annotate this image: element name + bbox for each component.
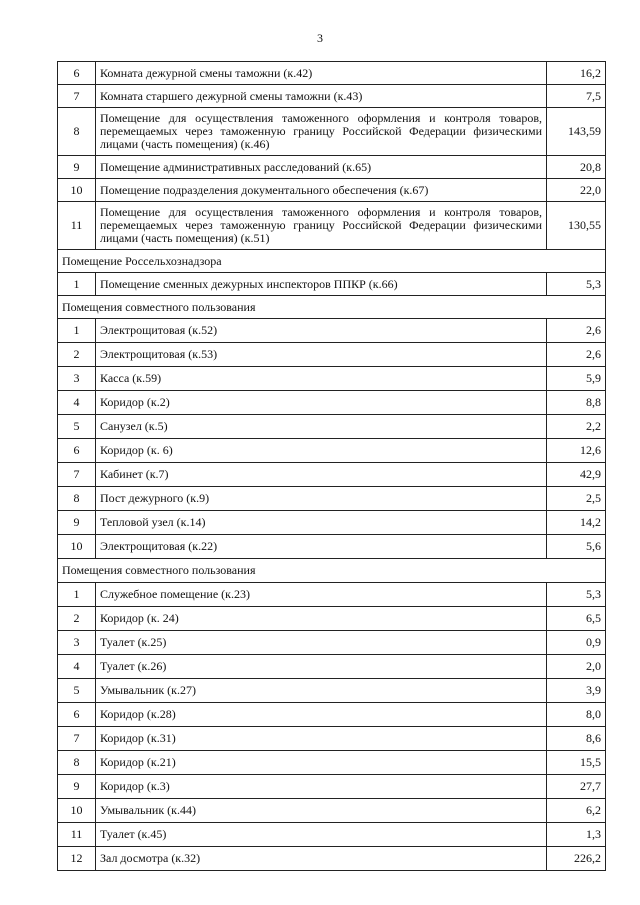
- table-row: [58, 487, 606, 511]
- room-area: 42,9: [547, 463, 606, 487]
- room-name: Комната старшего дежурной смены таможни (к.43): [96, 85, 547, 108]
- row-number: 9: [58, 156, 96, 179]
- room-name: Служебное помещение (к.23): [96, 583, 547, 607]
- room-name: Коридор (к. 6): [96, 439, 547, 463]
- table-row: [58, 391, 606, 415]
- room-area: 3,9: [547, 679, 606, 703]
- table-row: [58, 751, 606, 775]
- room-name: Туалет (к.26): [96, 655, 547, 679]
- table-row: [58, 511, 606, 535]
- table-row: [58, 655, 606, 679]
- room-area: 8,0: [547, 703, 606, 727]
- row-number: 10: [58, 799, 96, 823]
- room-name: Коридор (к.31): [96, 727, 547, 751]
- row-number: 10: [58, 179, 96, 202]
- table-row: [58, 583, 606, 607]
- table-row: [58, 775, 606, 799]
- row-number: 1: [58, 319, 96, 343]
- table-row: [58, 703, 606, 727]
- table-row: [58, 799, 606, 823]
- room-name: Коридор (к.2): [96, 391, 547, 415]
- section-title: Помещения совместного пользования: [58, 296, 606, 319]
- table-row: [58, 85, 606, 108]
- table-row: [58, 415, 606, 439]
- room-name: Касса (к.59): [96, 367, 547, 391]
- row-number: 4: [58, 655, 96, 679]
- table-row: [58, 156, 606, 179]
- room-area: 7,5: [547, 85, 606, 108]
- section-header-row: [58, 250, 606, 273]
- room-name: Туалет (к.25): [96, 631, 547, 655]
- room-name: Тепловой узел (к.14): [96, 511, 547, 535]
- row-number: 5: [58, 679, 96, 703]
- room-area: 226,2: [547, 847, 606, 871]
- row-number: 8: [58, 487, 96, 511]
- page-number: 3: [317, 31, 323, 45]
- room-area: 6,2: [547, 799, 606, 823]
- row-number: 7: [58, 463, 96, 487]
- room-area: 130,55: [547, 202, 606, 250]
- row-number: 9: [58, 511, 96, 535]
- room-area: 5,3: [547, 273, 606, 296]
- room-area: 12,6: [547, 439, 606, 463]
- room-area: 2,2: [547, 415, 606, 439]
- table-row: [58, 179, 606, 202]
- row-number: 4: [58, 391, 96, 415]
- table-row: [58, 679, 606, 703]
- row-number: 5: [58, 415, 96, 439]
- room-name: Умывальник (к.44): [96, 799, 547, 823]
- room-name: Помещение сменных дежурных инспекторов ППКР (к.66): [96, 273, 547, 296]
- room-area: 20,8: [547, 156, 606, 179]
- section-header-row: [58, 559, 606, 583]
- room-name: Электрощитовая (к.52): [96, 319, 547, 343]
- room-name: Комната дежурной смены таможни (к.42): [96, 62, 547, 85]
- row-number: 7: [58, 85, 96, 108]
- table-row: [58, 631, 606, 655]
- table-row: [58, 535, 606, 559]
- row-number: 6: [58, 62, 96, 85]
- room-name: Помещение административных расследований (к.65): [96, 156, 547, 179]
- row-number: 8: [58, 108, 96, 156]
- table-row: [58, 463, 606, 487]
- room-name: Помещение подразделения документального обеспечения (к.67): [96, 179, 547, 202]
- room-area: 6,5: [547, 607, 606, 631]
- row-number: 11: [58, 202, 96, 250]
- row-number: 2: [58, 343, 96, 367]
- room-name: Электрощитовая (к.22): [96, 535, 547, 559]
- room-area: 16,2: [547, 62, 606, 85]
- table-row: [58, 202, 606, 250]
- row-number: 12: [58, 847, 96, 871]
- room-area: 15,5: [547, 751, 606, 775]
- room-area: 2,6: [547, 343, 606, 367]
- room-area: 8,6: [547, 727, 606, 751]
- row-number: 11: [58, 823, 96, 847]
- premises-table-body: [58, 62, 606, 871]
- row-number: 10: [58, 535, 96, 559]
- room-area: 2,6: [547, 319, 606, 343]
- section-header-row: [58, 296, 606, 319]
- room-name: Коридор (к.3): [96, 775, 547, 799]
- table-row: [58, 108, 606, 156]
- row-number: 9: [58, 775, 96, 799]
- room-name: Умывальник (к.27): [96, 679, 547, 703]
- section-title: Помещение Россельхознадзора: [58, 250, 606, 273]
- row-number: 3: [58, 367, 96, 391]
- room-name: Туалет (к.45): [96, 823, 547, 847]
- table-row: [58, 273, 606, 296]
- table-row: [58, 847, 606, 871]
- premises-table: [57, 61, 606, 871]
- room-area: 5,3: [547, 583, 606, 607]
- row-number: 1: [58, 583, 96, 607]
- room-area: 22,0: [547, 179, 606, 202]
- room-area: 5,9: [547, 367, 606, 391]
- table-row: [58, 62, 606, 85]
- row-number: 6: [58, 439, 96, 463]
- table-row: [58, 439, 606, 463]
- room-area: 2,0: [547, 655, 606, 679]
- room-name: Помещение для осуществления таможенного оформления и контроля товаров, перемещаемых через таможенную границу Российской Федерации физическими лицами (часть помещения) (к.51): [96, 202, 547, 250]
- row-number: 6: [58, 703, 96, 727]
- table-row: [58, 319, 606, 343]
- room-area: 14,2: [547, 511, 606, 535]
- row-number: 1: [58, 273, 96, 296]
- room-area: 1,3: [547, 823, 606, 847]
- room-area: 0,9: [547, 631, 606, 655]
- row-number: 2: [58, 607, 96, 631]
- section-title: Помещения совместного пользования: [58, 559, 606, 583]
- table-row: [58, 607, 606, 631]
- room-area: 27,7: [547, 775, 606, 799]
- table-row: [58, 367, 606, 391]
- room-name: Кабинет (к.7): [96, 463, 547, 487]
- room-name: Коридор (к. 24): [96, 607, 547, 631]
- room-area: 2,5: [547, 487, 606, 511]
- room-name: Коридор (к.28): [96, 703, 547, 727]
- table-row: [58, 823, 606, 847]
- row-number: 7: [58, 727, 96, 751]
- row-number: 8: [58, 751, 96, 775]
- table-row: [58, 727, 606, 751]
- room-name: Пост дежурного (к.9): [96, 487, 547, 511]
- room-area: 8,8: [547, 391, 606, 415]
- row-number: 3: [58, 631, 96, 655]
- room-name: Зал досмотра (к.32): [96, 847, 547, 871]
- room-area: 143,59: [547, 108, 606, 156]
- room-area: 5,6: [547, 535, 606, 559]
- table-row: [58, 343, 606, 367]
- room-name: Коридор (к.21): [96, 751, 547, 775]
- room-name: Электрощитовая (к.53): [96, 343, 547, 367]
- room-name: Санузел (к.5): [96, 415, 547, 439]
- room-name: Помещение для осуществления таможенного оформления и контроля товаров, перемещаемых через таможенную границу Российской Федерации физическими лицами (часть помещения) (к.46): [96, 108, 547, 156]
